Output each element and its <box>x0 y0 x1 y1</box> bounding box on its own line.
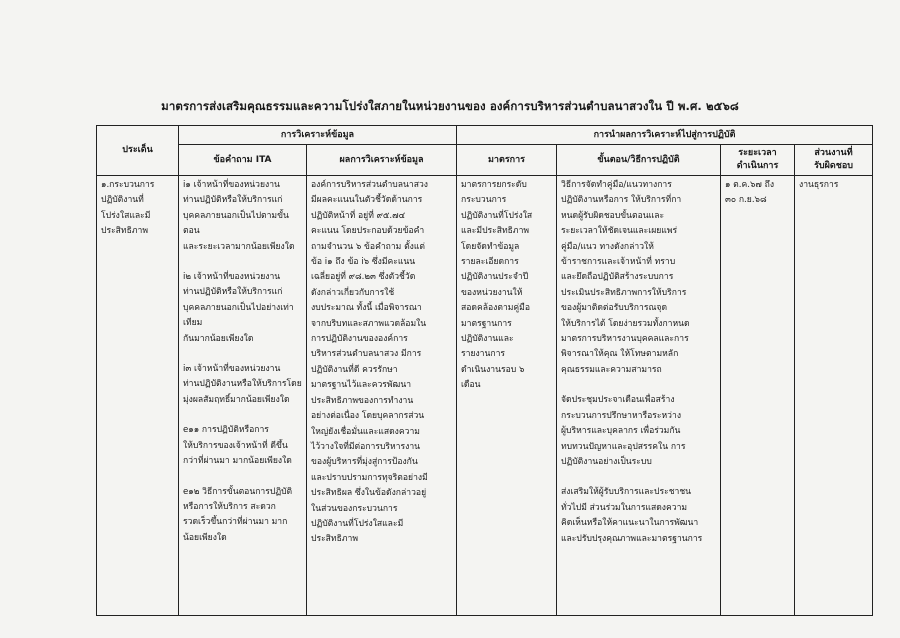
header-measure: มาตรการ <box>457 145 557 176</box>
measures-table <box>96 125 873 616</box>
ita-question-4: e๑๑ การปฏิบัติหรือการ ให้บริการของเจ้าหน้าที่ ดีขึ้น กว่าที่ผ่านมา มากน้อยเพียงใด <box>183 425 292 467</box>
ita-question-5: e๑๒ วิธีการขั้นตอนการปฏิบัติ หรือการให้บริการ สะดวก รวดเร็วขึ้นกว่าที่ผ่านมา มาก น้อยเพียงใด <box>183 486 293 543</box>
header-responsible: ส่วนงานที่ รับผิดชอบ <box>795 145 873 176</box>
header-implementation-group: การนำผลการวิเคราะห์ไปสู่การปฏิบัติ <box>457 126 873 145</box>
issue-cell: ๑.กระบวนการ ปฏิบัติงานที่ โปร่งใสและมี ประสิทธิภาพ <box>97 176 179 616</box>
measure-cell: มาตรการยกระดับ กระบวนการ ปฏิบัติงานที่โปร่งใส และมีประสิทธิภาพ โดยจัดทำข้อมูล รายละเอียดการ ปฏิบัติงานประจำปี ของหน่วยงานให้ สอดคล้องตามคู่มือ มาตรฐานการ ปฏิบัติงานและ รายงานการ ดำเนินงานรอบ ๖ เดือน <box>457 176 557 616</box>
step-1: วิธีการจัดทำคู่มือ/แนวทางการ ปฏิบัติงานหรือการ ให้บริการที่กา หนดผู้รับผิดชอบขั้นตอนและ ระยะเวลาให้ชัดเจนและเผยแพร่ คู่มือ/แนว ทางดังกล่าวให้ ข้าราชการและเจ้าหน้าที่ ทราบ และยึดถือปฏิบัติสร้างระบบการ ประเมินประสิทธิภาพการให้บริการ ของผู้มาติดต่อรับบริการณจุด ให้บริการได้ โดยง่ายรวมทั้งกาหนด มาตรการบริหารงานบุคคลและการ พิจารณาให้คุณ ให้โทษตามหลัก คุณธรรมและความสามารถ <box>561 180 690 375</box>
duration-cell: ๑ ต.ค.๖๗ ถึง ๓๐ ก.ย.๖๘ <box>721 176 795 616</box>
header-duration: ระยะเวลา ดำเนินการ <box>721 145 795 176</box>
ita-question-1: i๑ เจ้าหน้าที่ของหน่วยงาน ท่านปฏิบัติหรือให้บริการแก่ บุคคลภายนอกเป็นไปตามขั้นตอน และระยะเวลามากน้อยเพียงใด <box>183 180 295 252</box>
step-2: จัดประชุมประจาเดือนเพื่อสร้าง กระบวนการปรึกษาหารือระหว่าง ผู้บริหารและบุคลากร เพื่อร่วมกัน ทบทวนปัญหาและอุปสรรคใน การ ปฏิบัติงานอย่างเป็นระบบ <box>561 395 686 467</box>
table-row <box>97 176 873 616</box>
step-3: ส่งเสริมให้ผู้รับบริการและประชาชน ทั่วไปมี ส่วนร่วมในการแสดงความ คิดเห็นหรือให้คาแนะนาในการพัฒนา และปรับปรุงคุณภาพและมาตรฐานการ <box>561 487 703 544</box>
ita-question-3: i๓ เจ้าหน้าที่ของหน่วยงาน ท่านปฏิบัติงานหรือให้บริการโดย มุ่งผลสัมฤทธิ์มากน้อยเพียงใด <box>183 364 302 405</box>
ita-questions-cell <box>179 176 307 616</box>
header-steps: ขั้นตอน/วิธีการปฏิบัติ <box>557 145 721 176</box>
header-ita-question: ข้อคำถาม ITA <box>179 145 307 176</box>
header-analysis-result: ผลการวิเคราะห์ข้อมูล <box>307 145 457 176</box>
analysis-result-cell: องค์การบริหารส่วนตำบลนาสวง มีผลคะแนนในตัวชี้วัดด้านการ ปฏิบัติหน้าที่ อยู่ที่ ๙๕.๗๔ คะแนน โดยประกอบด้วยข้อคำ ถามจำนวน ๖ ข้อคำถาม ตั้งแต่ ข้อ i๑ ถึง ข้อ i๖ ซึ่งมีคะแนน เฉลี่ยอยู่ที่ ๙๘.๒๓ ซึ่งตัวชี้วัด ดังกล่าวเกี่ยวกับการใช้ งบประมาณ ทั้งนี้ เมื่อพิจารณา จากบริบทและสภาพแวดล้อมใน การปฏิบัติงานขององค์การ บริหารส่วนตำบลนาสวง มีการ ปฏิบัติงานที่ดี ควรรักษา มาตรฐานไว้และควรพัฒนา ประสิทธิภาพของการทำงาน อย่างต่อเนื่อง โดยบุคลากรส่วน ใหญ่ยังเชื่อมั่นและแสดงความ ไว้วางใจที่มีต่อการบริหารงาน ของผู้บริหารที่มุ่งสู่การป้องกัน และปราบปรามการทุจริตอย่างมี ประสิทธิผล ซึ่งในข้อดังกล่าวอยู่ ในส่วนของกระบวนการ ปฏิบัติงานที่โปร่งใสและมี ประสิทธิภาพ <box>307 176 457 616</box>
header-issue: ประเด็น <box>97 126 179 176</box>
page-title: มาตรการส่งเสริมคุณธรรมและความโปร่งใสภายในหน่วยงานของ องค์การบริหารส่วนตำบลนาสวงใน ปี พ.ศ. ๒๕๖๘ <box>161 99 739 113</box>
responsible-cell: งานธุรการ <box>795 176 873 616</box>
ita-question-2: i๒ เจ้าหน้าที่ของหน่วยงาน ท่านปฏิบัติหรือให้บริการแก่ บุคคลภายนอกเป็นไปอย่างเท่าเทียม กันมากน้อยเพียงใด <box>183 272 294 344</box>
steps-cell <box>557 176 721 616</box>
header-analysis-group: การวิเคราะห์ข้อมูล <box>179 126 457 145</box>
